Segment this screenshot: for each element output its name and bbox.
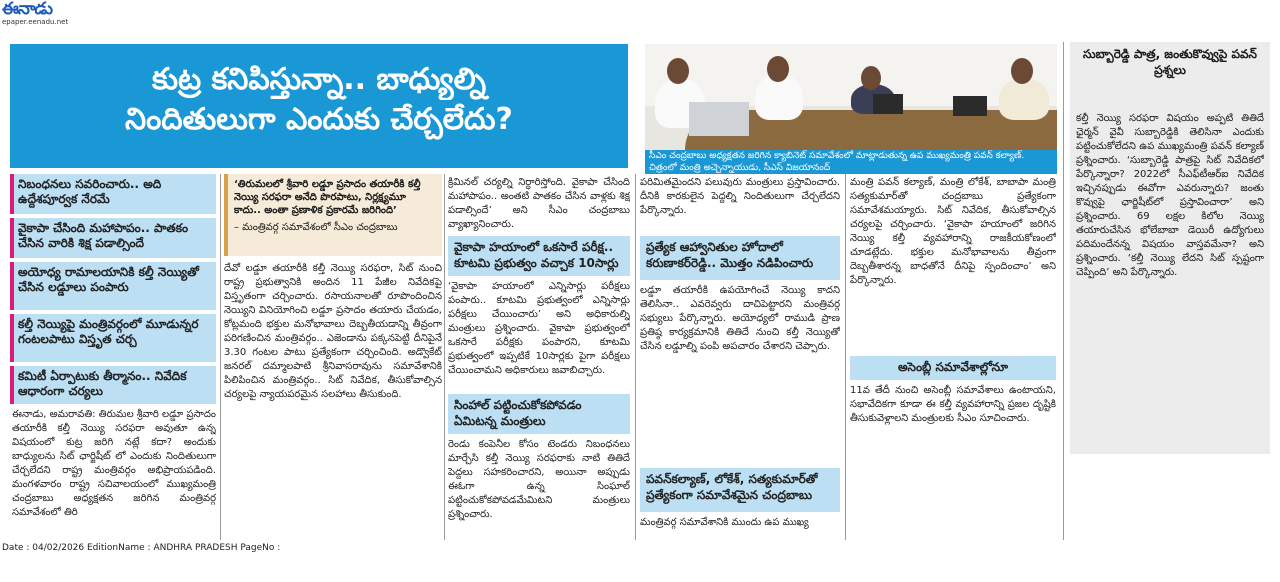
photo-head-3 [861,66,881,90]
column-3-subheading-1: వైకాపా హయాంలో ఒకసారే పరీక్ష.. కూటమి ప్రభుత్వం వచ్చాక 10సార్లు [448,236,630,276]
photo-person-4 [999,78,1049,120]
bullet-text: అయోధ్య రామాలయానికి కల్తీ నెయ్యితో చేసిన లడ్డూలు పంపారు [18,265,199,294]
headline-line-1: కుట్ర కనిపిస్తున్నా.. బాధ్యుల్ని [151,62,487,97]
photo-caption: సీఎం చంద్రబాబు అధ్యక్షతన జరిగిన క్యాబినెట్ సమావేశంలో మాట్లాడుతున్న ఉప ముఖ్యమంత్రి పవన్ కల్యాణ్. చిత్రంలో మంత్రి అచ్చెన్నాయుడు, సీఎస్ విజయానంద్ [645,150,1057,174]
column-3-subheading-2: సింహాల్ పట్టించుకోకపోవడం ఏమిటన్న మంత్రులు [448,394,630,434]
bullet-text: కల్తీ నెయ్యిపై మంత్రివర్గంలో మూడున్నర గంటలపాటు విస్తృత చర్చ [18,317,199,346]
article-column-3-top: క్రిమినల్ చర్యల్ని నిర్ధారిస్తోంది. వైకాపా చేసింది మహాపాపం.. అంతటి పాతకం చేసిన వాళ్లకు శిక్ష పడాల్సిందే’ అని సీఎం చంద్రబాబు వ్యాఖ్యానించారు. [448,177,630,230]
bullet-bar [10,314,14,362]
bullet-point [10,366,216,404]
article-column-5-top: మంత్రి పవన్ కల్యాణ్, మంత్రి లోకేశ్, బాబాపా మంత్రి సత్యకుమార్‌తో చంద్రబాబు ప్రత్యేకంగా సమావేశమయ్యారు. సిట్ నివేదిక, తీసుకోవాల్సిన చర్యలపై చర్చించారు. ‘వైకాపా హయాంలో జరిగిన నెయ్యి కల్తీ వ్యవహారాన్ని రాజకీయకోణంలో చూడట్లేదు. భక్తుల మనోభావాలను తీవ్రంగా దెబ్బతీశారన్న బాధతోనే దీనిపై స్పందించాం’ అని పేర్కొన్నారు. [850,177,1056,286]
sidebar-continued [1070,458,1270,540]
column-4-subheading-1: ప్రత్యేక ఆహ్వానితుల హోదాలో కరుణాకర్‌రెడ్డి.. మొత్తం నడిపించారు [640,236,840,280]
column-divider [845,174,846,540]
photo-head-1 [667,58,689,84]
bullet-text: నిబంధనలు సవరించారు.. అది ఉద్దేశపూర్వక నేరమే [18,177,162,206]
bullet-text: కమిటీ ఏర్పాటుకు తీర్మానం.. నివేదిక ఆధారంగా చర్యలు [18,369,187,398]
column-5-subheading: అసెంబ్లీ సమావేశాల్లోనూ [850,356,1056,380]
photo-head-2 [767,56,789,82]
sidebar-body: కల్తీ నెయ్యి సరఫరా విషయం అప్పటి తితిదే ఛైర్మన్ వైవీ సుబ్బారెడ్డికి తెలిసినా ఎందుకు పట్టించుకోలేదని ఉప ముఖ్యమంత్రి పవన్ కల్యాణ్ ప్రశ్నించారు. ‘సుబ్బారెడ్డి పాత్రపై సిట్ నివేదికలో పేర్కొన్నారా? 2022లో సీఎఫ్‌టీఆర్ఐ నివేదిక ఇచ్చినప్పుడు ఈవోగా ఎవరున్నారు? జంతు కొవ్వుపై ఛార్జిషీట్‌లో ప్రస్తావించారా’ అని ప్రశ్నించారు. 69 లక్షల కిలోల నెయ్యి తయారుచేసిన భోలేబాబా డెయిరీ ఉద్యోగులు పదిమందేనన్న విషయం వాస్తవమేనా? అని ప్రశ్నించారు. ‘కల్తీ నెయ్యి లేదని సిట్ స్పష్టంగా చెప్పింది’ అని పేర్కొన్నారు. [1076,113,1264,278]
bullet-text: వైకాపా చేసింది మహాపాపం.. పాతకం చేసిన వారికి శిక్ష పడాల్సిందే [18,221,189,250]
article-column-1: ఈనాడు, అమరావతి: తిరుమల శ్రీవారి లడ్డూ ప్రసాదం తయారీకి కల్తీ నెయ్యి సరఫరా అవుతూ ఉన్న విషయంలో కుట్ర జరిగి నట్లే కదా? అందుకు బాధ్యులను సిట్ ఛార్జిషీట్ లో ఎందుకు నిందితులుగా చేర్చలేదని రాష్ట్ర మంత్రివర్గం అభిప్రాయపడింది. మంగళవారం రాష్ట్ర సచివాలయంలో ముఖ్యమంత్రి చంద్రబాబు అధ్యక్షతన జరిగిన మంత్రివర్గ సమావేశంలో తిరి [12,409,216,518]
photo-laptop-2 [873,94,903,114]
photo-head-4 [1011,58,1033,84]
bullet-point [10,174,216,214]
pull-quote-source: – మంత్రివర్గ సమావేశంలో సీఎం చంద్రబాబు [234,222,398,233]
bullet-point [10,218,216,258]
bullet-point [10,262,216,310]
bullet-bar [10,218,14,258]
column-divider [444,174,445,540]
bullet-bar [10,366,14,404]
cabinet-meeting-photo [645,44,1057,150]
article-column-5-bottom: 11వ తేదీ నుంచి అసెంబ్లీ సమావేశాలు ఉంటాయని, సభావేదికగా కూడా ఈ కల్తీ వ్యవహారాన్ని ప్రజల దృష్టికి తీసుకువెళ్లాలని మంత్రులకు సీఎం సూచించారు. [850,385,1056,424]
masthead-logo[interactable] [2,0,72,28]
article-column-3-mid: ‘వైకాపా హయాంలో ఎన్నిసార్లు పరీక్షలు పంపారు.. కూటమి ప్రభుత్వంలో ఎన్నిసార్లు పరీక్షలు చేయించారు’ అని అధికారుల్ని మంత్రులు ప్రశ్నించారు. వైకాపా ప్రభుత్వంలో ఒకసారే పరీక్షకు పంపారని, కూటమి ప్రభుత్వంలో ఇప్పటికే 10సార్లకు పైగా పరీక్షలు చేయించామని అధికారులు జవాబిచ్చారు. [448,281,630,376]
pull-quote [224,174,442,256]
article-column-4-mid: లడ్డూ తయారీకి ఉపయోగించే నెయ్యి కాదని తెలిసినా.. ఎవరెవ్వరు దాచిపెట్టారని మంత్రివర్గ సభ్యులు పేర్కొన్నారు. అయోధ్యలో రాముడి ప్రాణ ప్రతిష్ఠ కార్యక్రమానికి తితిదే నుంచి కల్తీ నెయ్యితో చేసిన లడ్డూల్ని పంపి అపచారం చేశారని చెప్పారు. [640,285,840,352]
column-divider [1063,42,1064,540]
article-column-2: దేవో లడ్డూ తయారీకి కల్తీ నెయ్యి సరఫరా, సిట్ నుంచి రాష్ట్ర ప్రభుత్వానికి అందిన 11 పేజీల నివేదికపై విస్తృతంగా చర్చించారు. రసాయనాలతో రూపొందించిన నెయ్యిని వినియోగించి లడ్డూ ప్రసాదం తయారు చేయడం, కోట్లమంది భక్తుల మనోభావాలు దెబ్బతీయడాన్ని తీవ్రంగా పరిగణించిన మంత్రివర్గం.. ఎజెండాను పక్కనపెట్టి దీనిపైనే 3.30 గంటల పాటు ప్రత్యేకంగా చర్చించింది. అడ్వొకేట్ జనరల్ దమ్మాలపాటి శ్రీనివాసరావును సమావేశానికి పిలిపించిన మంత్రివర్గం.. సిట్ నివేదిక, తీసుకోవాల్సిన చర్యలపై న్యాయపరమైన సలహాలు తీసుకుంది. [224,263,442,400]
bullet-bar [10,262,14,310]
pull-quote-text: ‘తిరుమలలో శ్రీవారి లడ్డూ ప్రసాదం తయారీకి కల్తీ నెయ్యి సరఫరా అనేది పొరపాటు, నిర్లక్ష్యమూ కాదు.. అంతా ప్రణాళిక ప్రకారమే జరిగింది’ [234,179,421,216]
page-footer: Date : 04/02/2026 EditionName : ANDHRA PRADESH PageNo : [2,543,281,553]
sidebar-story [1070,42,1270,454]
column-4-subheading-2: పవన్‌కల్యాణ్, లోకేశ్, సత్యకుమార్‌తో ప్రత్యేకంగా సమావేశమైన చంద్రబాబు [640,468,840,512]
photo-laptop-3 [953,96,987,116]
article-column-4-bottom: మంత్రివర్గ సమావేశానికి ముందు ఉప ముఖ్య [640,517,809,528]
bullet-bar [10,174,14,214]
bullet-point [10,314,216,362]
photo-laptop-1 [689,102,749,136]
logo-text: ఈనాడు [2,0,53,19]
sidebar-heading: సుబ్బారెడ్డి పాత్ర, జంతుకొవ్వుపై పవన్ ప్రశ్నలు [1070,42,1270,84]
logo-url: epaper.eenadu.net [2,18,69,26]
column-divider [220,174,221,540]
headline-line-2: నిందితులుగా ఎందుకు చేర్చలేదు? [125,102,513,137]
column-divider [635,174,636,540]
article-column-4-top: పరిమితమైందని పలువురు మంత్రులు ప్రస్తావించారు. దీనికి కారకులైన పెద్దల్ని నిందితులుగా చేర్చలేదని పేర్కొన్నారు. [640,177,840,216]
article-column-3-bottom: రెండు కంపెనీల కోసం టెండరు నిబంధనలు మార్చేసి కల్తీ నెయ్యి సరఫరాకు నాటి తితిదే పెద్దలు సహకరించారని, అయినా అప్పుడు ఈఓగా ఉన్న సింఘాల్ పట్టించుకోకపోవడమేమిటని మంత్రులు ప్రశ్నించారు. [448,439,630,520]
headline-banner [10,44,628,168]
